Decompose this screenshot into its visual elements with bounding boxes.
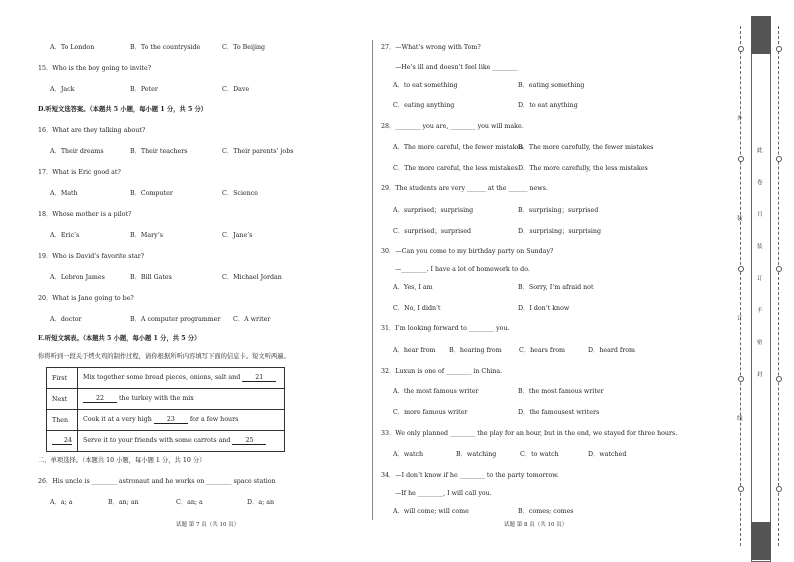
question-26: 26．His uncle is ________ astronaut and he works on ________ space station xyxy=(38,478,276,485)
q27-option-b: B．eating something xyxy=(518,82,585,89)
binding-label: 密 xyxy=(757,340,763,346)
q26-option-b: B．an; an xyxy=(108,499,139,506)
blank-24[interactable]: 24 xyxy=(52,437,72,445)
q17-option-a: A．Math xyxy=(50,190,78,197)
q28-option-a: A．The more careful, the fewer mistakes xyxy=(393,144,524,151)
question-15: 15．Who is the boy going to invite? xyxy=(38,65,152,72)
q26-option-a: A．a; a xyxy=(50,499,73,506)
binding-char: 装 xyxy=(737,216,743,222)
q15-option-a: A．Jack xyxy=(50,86,75,93)
binding-char: 线 xyxy=(737,416,743,422)
blank-25[interactable]: 25 xyxy=(232,437,266,445)
cell-text: for a few hours xyxy=(187,416,239,423)
question-32: 32．Luxun is one of ________ in China. xyxy=(381,368,503,375)
q27-option-a: A．to eat something xyxy=(393,82,458,89)
binding-hole xyxy=(738,266,744,272)
binding-label: 此 xyxy=(757,148,763,154)
binding-label: 装 xyxy=(757,244,763,250)
table-text-cell xyxy=(78,368,285,389)
question-19: 19．Who is David’s favorite star? xyxy=(38,253,145,260)
q20-option-a: A．doctor xyxy=(50,316,82,323)
table-step-cell: First xyxy=(47,368,78,389)
binding-hole xyxy=(776,46,782,52)
info-card-table xyxy=(46,367,285,452)
question-16: 16．What are they talking about? xyxy=(38,127,146,134)
q33-option-c: C．to watch xyxy=(520,451,559,458)
table-text-cell xyxy=(78,389,285,410)
table-row xyxy=(47,431,285,452)
q16-option-a: A．Their dreams xyxy=(50,148,104,155)
inner-cut-line xyxy=(778,26,779,546)
binding-dark-block-top xyxy=(751,16,771,54)
q18-option-b: B．Mary’s xyxy=(130,232,163,239)
cell-text: Serve it to your friends with some carrots and xyxy=(83,437,231,444)
binding-margin xyxy=(732,16,788,560)
table-step-cell xyxy=(47,431,78,452)
q28-option-b: B．The more carefully, the fewer mistakes xyxy=(518,144,654,151)
question-33: 33．We only planned ________ the play for an hour, but in the end, we stayed for three hours. xyxy=(381,430,678,437)
question-30-line2: —________. I have a lot of homework to do. xyxy=(395,266,530,273)
q31-option-b: B．hearing from xyxy=(449,347,502,354)
q32-option-a: A．the most famous writer xyxy=(393,388,479,395)
q20-option-b: B．A computer programmer xyxy=(130,316,221,323)
cell-text: the turkey with the mix xyxy=(117,395,194,402)
q18-option-a: A．Eric’s xyxy=(50,232,80,239)
q29-option-d: D．surprising；surprising xyxy=(518,228,602,235)
q33-option-b: B．watching xyxy=(456,451,497,458)
q33-option-a: A．watch xyxy=(393,451,424,458)
q20-option-c: C．A writer xyxy=(233,316,271,323)
q18-option-c: C．Jane’s xyxy=(222,232,253,239)
binding-hole xyxy=(776,486,782,492)
q30-option-c: C．No, I didn’t xyxy=(393,305,441,312)
cell-text: Cook it at a very high xyxy=(83,416,152,423)
binding-label: 订 xyxy=(757,276,763,282)
q26-option-c: C．an; a xyxy=(176,499,203,506)
q30-option-a: A．Yes, I am xyxy=(393,284,433,291)
section-e-instructions: 你将听到一段关于烤火鸡的制作过程，请你根据所听内容填写下面的信息卡。短文听两遍。 xyxy=(38,353,290,360)
question-28: 28．________ you are, ________ you will make. xyxy=(381,123,524,130)
binding-label: 封 xyxy=(757,372,763,378)
q29-option-b: B．surprising；surprised xyxy=(518,207,599,214)
question-34: 34．—I don’t know if he ________ to the party tomorrow. xyxy=(381,472,559,479)
q30-option-b: B．Sorry, I’m afraid not xyxy=(518,284,594,291)
blank-23[interactable]: 23 xyxy=(154,416,188,424)
outer-cut-line xyxy=(740,26,741,546)
binding-hole xyxy=(776,376,782,382)
q16-option-c: C．Their parents’ jobs xyxy=(222,148,294,155)
table-step-cell: Then xyxy=(47,410,78,431)
binding-hole xyxy=(738,376,744,382)
blank-22[interactable]: 22 xyxy=(83,395,117,403)
q14-option-a: A．To London xyxy=(50,44,95,51)
q15-option-b: B．Peter xyxy=(130,86,158,93)
q15-option-c: C．Dave xyxy=(222,86,250,93)
table-row xyxy=(47,410,285,431)
q16-option-b: B．Their teachers xyxy=(130,148,188,155)
binding-hole xyxy=(776,156,782,162)
q31-option-d: D．heard from xyxy=(588,347,636,354)
q32-option-d: D．the famousest writers xyxy=(518,409,600,416)
question-18: 18．Whose mother is a pilot? xyxy=(38,211,132,218)
q17-option-c: C．Science xyxy=(222,190,259,197)
q33-option-d: D．watched xyxy=(588,451,627,458)
q32-option-b: B．the most famous writer xyxy=(518,388,604,395)
q31-option-c: C．hears from xyxy=(519,347,565,354)
binding-label: 只 xyxy=(757,212,763,218)
q14-option-b: B．To the countryside xyxy=(130,44,201,51)
table-text-cell xyxy=(78,410,285,431)
question-27: 27．—What’s wrong with Tom? xyxy=(381,44,481,51)
page-footer-right: 试题 第 8 页（共 10 页） xyxy=(504,522,568,528)
question-31: 31．I’m looking forward to ________ you. xyxy=(381,325,510,332)
section-d-heading: D.听短文选答案。（本题共 5 小题，每小题 1 分，共 5 分） xyxy=(38,106,208,113)
blank-21[interactable]: 21 xyxy=(242,374,276,382)
binding-hole xyxy=(738,46,744,52)
table-text-cell xyxy=(78,431,285,452)
table-row xyxy=(47,368,285,389)
q14-option-c: C．To Beijing xyxy=(222,44,266,51)
section-2-heading: 二、单项选择。（本题共 10 小题，每小题 1 分，共 10 分） xyxy=(38,457,206,464)
table-row xyxy=(47,389,285,410)
q34-option-b: B．comes; comes xyxy=(518,508,574,515)
q28-option-d: D．The more carefully, the less mistakes xyxy=(518,165,648,172)
binding-box xyxy=(751,16,771,562)
q19-option-b: B．Bill Gates xyxy=(130,274,172,281)
q31-option-a: A．hear from xyxy=(393,347,436,354)
question-17: 17．What is Eric good at? xyxy=(38,169,121,176)
column-divider xyxy=(372,40,373,520)
q17-option-b: B．Computer xyxy=(130,190,173,197)
question-34-line2: —If he ________, I will call you. xyxy=(395,490,492,497)
q28-option-c: C．The more careful, the less mistakes xyxy=(393,165,518,172)
cell-text: Mix together some bread pieces, onions, salt and xyxy=(83,374,241,381)
binding-hole xyxy=(776,266,782,272)
q29-option-c: C．surprised；surprised xyxy=(393,228,472,235)
q19-option-a: A．Lebron James xyxy=(50,274,105,281)
q29-option-a: A．surprised；surprising xyxy=(393,207,474,214)
page-footer-left: 试题 第 7 页（共 10 页） xyxy=(176,522,240,528)
q32-option-c: C．more famous writer xyxy=(393,409,468,416)
question-30: 30．—Can you come to my birthday party on Sunday? xyxy=(381,248,554,255)
question-20: 20．What is Jane going to be? xyxy=(38,295,134,302)
binding-label: 不 xyxy=(757,308,763,314)
binding-hole xyxy=(738,156,744,162)
question-27-line2: —He’s ill and doesn’t feel like ________ xyxy=(395,64,518,71)
binding-label: 卷 xyxy=(757,180,763,186)
section-e-heading: E.听短文填表。（本题共 5 小题，每小题 1 分，共 5 分） xyxy=(38,335,201,342)
question-29: 29．The students are very ______ at the ______ news. xyxy=(381,185,548,192)
binding-hole xyxy=(738,486,744,492)
q34-option-a: A．will come; will come xyxy=(393,508,469,515)
q27-option-c: C．eating anything xyxy=(393,102,455,109)
q19-option-c: C．Michael Jordan xyxy=(222,274,282,281)
binding-dark-block-bottom xyxy=(751,522,771,560)
table-step-cell: Next xyxy=(47,389,78,410)
q26-option-d: D．a; an xyxy=(247,499,275,506)
q30-option-d: D．I don’t know xyxy=(518,305,570,312)
binding-char: 外 xyxy=(737,116,743,122)
q27-option-d: D．to eat anything xyxy=(518,102,578,109)
binding-char: 订 xyxy=(737,316,743,322)
